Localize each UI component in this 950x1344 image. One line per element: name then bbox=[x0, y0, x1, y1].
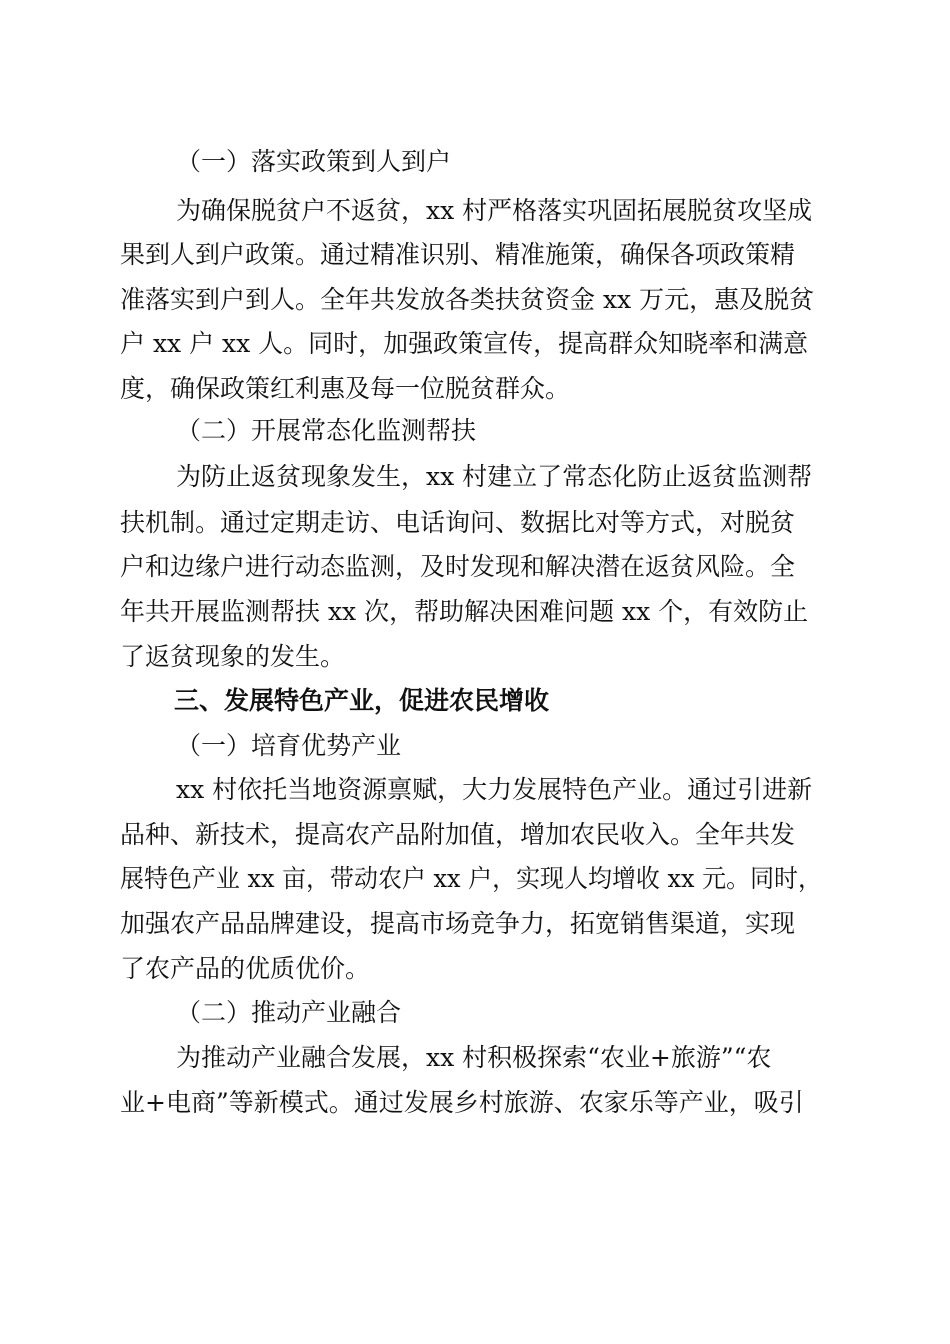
paragraph-line: 户 xx 户 xx 人。同时，加强政策宣传，提高群众知晓率和满意 bbox=[120, 329, 809, 358]
paragraph-line: 业+电商”等新模式。通过发展乡村旅游、农家乐等产业，吸引 bbox=[120, 1088, 804, 1117]
paragraph-line: 果到人到户政策。通过精准识别、精准施策，确保各项政策精 bbox=[120, 240, 796, 269]
paragraph-line: 了返贫现象的发生。 bbox=[120, 642, 346, 671]
paragraph-line: 户和边缘户进行动态监测，及时发现和解决潜在返贫风险。全 bbox=[120, 552, 796, 581]
paragraph-line: 加强农产品品牌建设，提高市场竞争力，拓宽销售渠道，实现 bbox=[120, 909, 796, 938]
paragraph-line: 为确保脱贫户不返贫，xx 村严格落实巩固拓展脱贫攻坚成 bbox=[176, 196, 813, 225]
paragraph-line: xx 村依托当地资源禀赋，大力发展特色产业。通过引进新 bbox=[176, 775, 813, 804]
paragraph-line: 品种、新技术，提高农产品附加值，增加农民收入。全年共发 bbox=[120, 820, 796, 849]
section-title: 三、发展特色产业，促进农民增收 bbox=[174, 686, 550, 715]
paragraph-line: 年共开展监测帮扶 xx 次，帮助解决困难问题 xx 个，有效防止 bbox=[120, 597, 809, 626]
subsection-heading: （二）开展常态化监测帮扶 bbox=[176, 416, 477, 445]
paragraph-line: 了农产品的优质优价。 bbox=[120, 954, 371, 983]
paragraph-line: 度，确保政策红利惠及每一位脱贫群众。 bbox=[120, 374, 571, 403]
paragraph-line: 准落实到户到人。全年共发放各类扶贫资金 xx 万元，惠及脱贫 bbox=[120, 285, 815, 314]
paragraph-line: 为防止返贫现象发生，xx 村建立了常态化防止返贫监测帮 bbox=[176, 462, 813, 491]
paragraph-line: 扶机制。通过定期走访、电话询问、数据比对等方式，对脱贫 bbox=[120, 508, 796, 537]
paragraph-line: 展特色产业 xx 亩，带动农户 xx 户，实现人均增收 xx 元。同时， bbox=[120, 864, 822, 893]
subsection-heading: （二）推动产业融合 bbox=[176, 998, 402, 1027]
subsection-heading: （一）落实政策到人到户 bbox=[176, 147, 452, 176]
paragraph-line: 为推动产业融合发展，xx 村积极探索“农业+旅游”“农 bbox=[176, 1043, 772, 1072]
subsection-heading: （一）培育优势产业 bbox=[176, 731, 402, 760]
